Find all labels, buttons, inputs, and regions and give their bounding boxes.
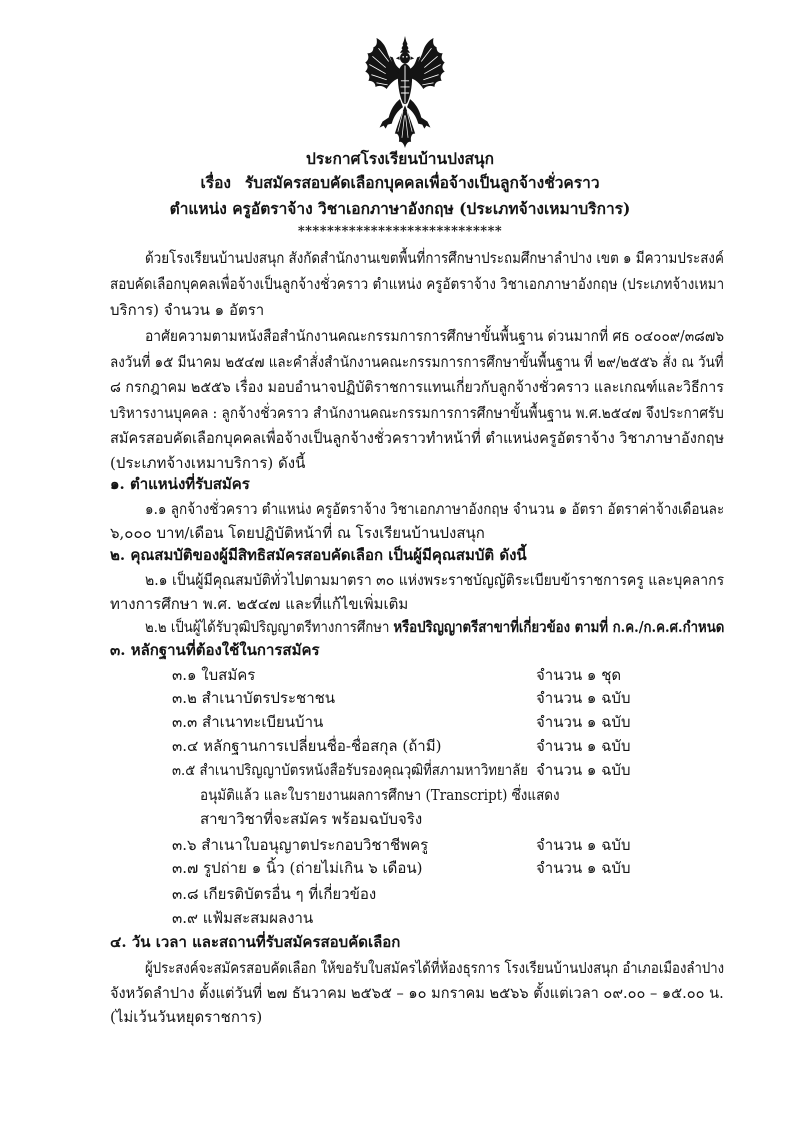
section-heading-documents: ๓. หลักฐานที่ต้องใช้ในการสมัคร — [110, 641, 320, 659]
application-line: จังหวัดลำปาง ตั้งแต่วันที่ ๒๗ ธันวาคม ๒๕๖๕ – ๑๐ มกราคม ๒๕๖๖ ตั้งแต่เวลา ๐๙.๐๐ – ๑๕.๐๐ น. — [110, 984, 724, 1002]
authority-line: สมัครสอบคัดเลือกบุคคลเพื่อจ้างเป็นลูกจ้างชั่วคราวทำหน้าที่ ตำแหน่งครูอัตราจ้าง วิชาภาษาอังกฤษ — [110, 429, 725, 447]
document-item-label: ๓.๑ ใบสมัคร — [172, 666, 256, 684]
qualification-emphasis: หรือปริญญาตรีสาขาที่เกี่ยวข้อง ตามที่ ก.ค./ก.ค.ศ.กำหนด — [393, 618, 725, 636]
position-detail-line: ๖,๐๐๐ บาท/เดือน โดยปฏิบัติหน้าที่ ณ โรงเรียนบ้านปงสนุก — [110, 524, 485, 542]
announcement-title: ประกาศโรงเรียนบ้านปงสนุก — [306, 149, 494, 168]
document-item-label: ๓.๘ เกียรติบัตรอื่น ๆ ที่เกี่ยวข้อง — [172, 885, 377, 903]
document-item-label: ๓.๓ สำเนาทะเบียนบ้าน — [172, 713, 324, 731]
intro-line: บริการ) จำนวน ๑ อัตรา — [110, 301, 265, 319]
authority-line: (ประเภทจ้างเหมาบริการ) ดังนี้ — [110, 454, 306, 472]
qualification-line: ๒.๑ เป็นผู้มีคุณสมบัติทั่วไปตามมาตรา ๓๐ แห่งพระราชบัญญัติระเบียบข้าราชการครู และบุคลากร — [145, 571, 725, 589]
document-item-quantity: จำนวน ๑ ฉบับ — [536, 859, 631, 877]
intro-line: สอบคัดเลือกบุคคลเพื่อจ้างเป็นลูกจ้างชั่วคราว ตำแหน่ง ครูอัตราจ้าง วิชาเอกภาษาอังกฤษ (ประเภทจ้างเหมา — [110, 275, 725, 293]
document-item-label: ๓.๒ สำเนาบัตรประชาชน — [172, 689, 336, 707]
document-item-continuation: อนุมัติแล้ว และใบรายงานผลการศึกษา (Transcript) ซึ่งแสดง — [200, 786, 560, 804]
subject-line — [0, 173, 800, 193]
section-heading-position: ๑. ตำแหน่งที่รับสมัคร — [110, 475, 250, 493]
garuda-emblem — [364, 36, 446, 148]
position-title: ตำแหน่ง ครูอัตราจ้าง วิชาเอกภาษาอังกฤษ (ประเภทจ้างเหมาบริการ) — [169, 199, 631, 218]
document-item-label: ๓.๗ รูปถ่าย ๑ นิ้ว (ถ่ายไม่เกิน ๖ เดือน) — [172, 859, 423, 877]
document-item-label: ๓.๕ สำเนาปริญญาบัตรหนังสือรับรองคุณวุฒิที่สภามหาวิทยาลัย — [172, 761, 528, 779]
qualification-line: ทางการศึกษา พ.ศ. ๒๕๔๗ และที่แก้ไขเพิ่มเติม — [110, 595, 409, 613]
authority-line: บริหารงานบุคคล : ลูกจ้างชั่วคราว สำนักงานคณะกรรมการการศึกษาขั้นพื้นฐาน พ.ศ.๒๕๔๗ จึงประกาศรับ — [110, 404, 724, 422]
authority-line: อาศัยความตามหนังสือสำนักงานคณะกรรมการการศึกษาขั้นพื้นฐาน ด่วนมากที่ ศธ ๐๔๐๐๙/๓๘๗๖ — [145, 327, 725, 345]
document-item-label: ๓.๖ สำเนาใบอนุญาตประกอบวิชาชีพครู — [172, 836, 429, 854]
document-item-quantity: จำนวน ๑ ชุด — [536, 666, 622, 684]
document-item-quantity: จำนวน ๑ ฉบับ — [536, 836, 631, 854]
subject-label: เรื่อง — [200, 173, 231, 192]
document-item-quantity: จำนวน ๑ ฉบับ — [536, 689, 631, 707]
authority-line: ๘ กรกฎาคม ๒๕๕๖ เรื่อง มอบอำนาจปฏิบัติราชการแทนเกี่ยวกับลูกจ้างชั่วคราว และเกณฑ์และวิธีการ — [110, 378, 724, 396]
document-item-quantity: จำนวน ๑ ฉบับ — [536, 737, 631, 755]
subject-text: รับสมัครสอบคัดเลือกบุคคลเพื่อจ้างเป็นลูกจ้างชั่วคราว — [244, 173, 600, 192]
document-item-continuation: สาขาวิชาที่จะสมัคร พร้อมฉบับจริง — [200, 810, 423, 828]
document-item-quantity: จำนวน ๑ ฉบับ — [536, 713, 631, 731]
position-detail-line: ๑.๑ ลูกจ้างชั่วคราว ตำแหน่ง ครูอัตราจ้าง วิชาเอกภาษาอังกฤษ จำนวน ๑ อัตรา อัตราค่าจ้างเดือนละ — [145, 500, 725, 518]
intro-line: ด้วยโรงเรียนบ้านปงสนุก สังกัดสำนักงานเขตพื้นที่การศึกษาประถมศึกษาลำปาง เขต ๑ มีความประสงค์ — [145, 249, 724, 267]
title-separator: **************************** — [297, 224, 503, 239]
document-item-quantity: จำนวน ๑ ฉบับ — [536, 761, 631, 779]
application-line: (ไม่เว้นวันหยุดราชการ) — [110, 1008, 263, 1026]
qualification-text: ๒.๒ เป็นผู้ได้รับวุฒิปริญญาตรีทางการศึกษา — [145, 618, 390, 636]
document-item-label: ๓.๙ แฟ้มสะสมผลงาน — [172, 909, 314, 927]
authority-line: ลงวันที่ ๑๕ มีนาคม ๒๕๔๗ และคำสั่งสำนักงานคณะกรรมการการศึกษาขั้นพื้นฐาน ที่ ๒๙/๒๕๕๖ สั่ง ณ วันที่ — [110, 353, 724, 371]
section-heading-application: ๔. วัน เวลา และสถานที่รับสมัครสอบคัดเลือก — [110, 933, 401, 951]
document-item-label: ๓.๔ หลักฐานการเปลี่ยนชื่อ-ชื่อสกุล (ถ้ามี) — [172, 737, 442, 755]
section-heading-qualifications: ๒. คุณสมบัติของผู้มีสิทธิสมัครสอบคัดเลือก เป็นผู้มีคุณสมบัติ ดังนี้ — [110, 546, 527, 564]
application-line: ผู้ประสงค์จะสมัครสอบคัดเลือก ให้ขอรับใบสมัครได้ที่ห้องธุรการ โรงเรียนบ้านปงสนุก อำเภอเมืองลำปาง — [145, 959, 725, 977]
qualification-line — [145, 617, 724, 637]
